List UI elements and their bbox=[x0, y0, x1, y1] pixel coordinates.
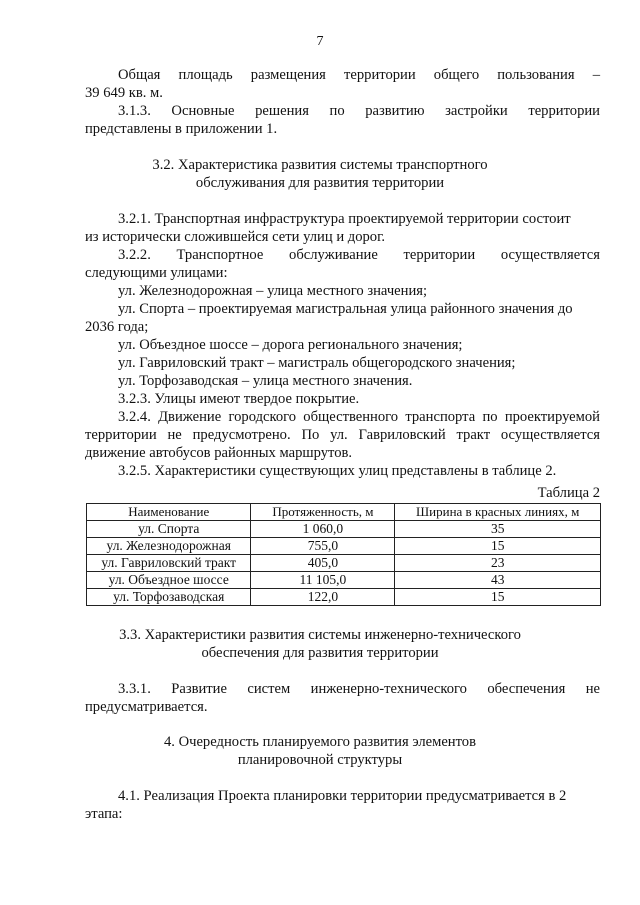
paragraph-line: 4.1. Реализация Проекта планировки территории предусматривается в 2 bbox=[118, 788, 567, 804]
table-cell: ул. Гавриловский тракт bbox=[87, 555, 251, 572]
street-item: 2036 года; bbox=[85, 319, 149, 335]
table-header-row bbox=[87, 504, 601, 521]
paragraph-line: движение автобусов районных маршрутов. bbox=[85, 445, 353, 461]
table-cell: 122,0 bbox=[251, 589, 395, 606]
street-item: ул. Объездное шоссе – дорога регионального значения; bbox=[118, 337, 463, 353]
intro-line: 3.1.3. Основные решения по развитию застройки территории bbox=[118, 103, 600, 119]
section-title: 3.3. Характеристики развития системы инженерно-технического bbox=[119, 627, 521, 643]
table-header: Наименование bbox=[87, 504, 251, 521]
table-cell: 35 bbox=[395, 521, 601, 538]
table-cell: ул. Спорта bbox=[87, 521, 251, 538]
street-item: ул. Спорта – проектируемая магистральная улица районного значения до bbox=[118, 301, 573, 317]
intro-line: Общая площадь размещения территории общего пользования – bbox=[118, 67, 600, 83]
paragraph-line: территории не предусмотрено. По ул. Гавриловский тракт осуществляется bbox=[85, 427, 600, 443]
section-title: планировочной структуры bbox=[237, 752, 403, 768]
table-row bbox=[87, 521, 601, 538]
page-number: 7 bbox=[316, 34, 324, 49]
table-caption: Таблица 2 bbox=[537, 485, 600, 501]
table-header: Протяженность, м bbox=[251, 504, 395, 521]
section-title: 4. Очередность планируемого развития элементов bbox=[163, 734, 476, 750]
intro-line: представлены в приложении 1. bbox=[85, 121, 278, 137]
paragraph-line: 3.2.5. Характеристики существующих улиц представлены в таблице 2. bbox=[118, 463, 557, 479]
table-cell: 755,0 bbox=[251, 538, 395, 555]
table-cell: ул. Железнодорожная bbox=[87, 538, 251, 555]
street-item: ул. Торфозаводская – улица местного значения. bbox=[118, 373, 413, 389]
section-title: 3.2. Характеристика развития системы транспортного bbox=[152, 157, 488, 173]
table-cell: 43 bbox=[395, 572, 601, 589]
paragraph-line: этапа: bbox=[85, 806, 123, 822]
table-cell: 1 060,0 bbox=[251, 521, 395, 538]
streets-table bbox=[86, 503, 601, 606]
paragraph-line: 3.2.1. Транспортная инфраструктура проектируемой территории состоит bbox=[118, 211, 571, 227]
paragraph-line: 3.3.1. Развитие систем инженерно-технического обеспечения не bbox=[118, 681, 600, 697]
paragraph-line: 3.2.3. Улицы имеют твердое покрытие. bbox=[118, 391, 360, 407]
paragraph-line: из исторически сложившейся сети улиц и дорог. bbox=[85, 229, 386, 245]
table-row bbox=[87, 589, 601, 606]
intro-line: 39 649 кв. м. bbox=[85, 85, 163, 101]
table-cell: 15 bbox=[395, 538, 601, 555]
paragraph-line: следующими улицами: bbox=[85, 265, 228, 281]
paragraph-line: 3.2.4. Движение городского общественного транспорта по проектируемой bbox=[118, 409, 600, 425]
table-cell: 15 bbox=[395, 589, 601, 606]
section-title: обслуживания для развития территории bbox=[195, 175, 445, 191]
table-cell: 405,0 bbox=[251, 555, 395, 572]
street-item: ул. Гавриловский тракт – магистраль общегородского значения; bbox=[118, 355, 516, 371]
table-row bbox=[87, 572, 601, 589]
table-row bbox=[87, 538, 601, 555]
paragraph-line: предусматривается. bbox=[85, 699, 208, 715]
table-cell: ул. Торфозаводская bbox=[87, 589, 251, 606]
paragraph-line: 3.2.2. Транспортное обслуживание территории осуществляется bbox=[118, 247, 600, 263]
table-cell: 23 bbox=[395, 555, 601, 572]
table-cell: 11 105,0 bbox=[251, 572, 395, 589]
table-header: Ширина в красных линиях, м bbox=[395, 504, 601, 521]
section-title: обеспечения для развития территории bbox=[201, 645, 439, 661]
street-item: ул. Железнодорожная – улица местного значения; bbox=[118, 283, 428, 299]
table-row bbox=[87, 555, 601, 572]
table-cell: ул. Объездное шоссе bbox=[87, 572, 251, 589]
